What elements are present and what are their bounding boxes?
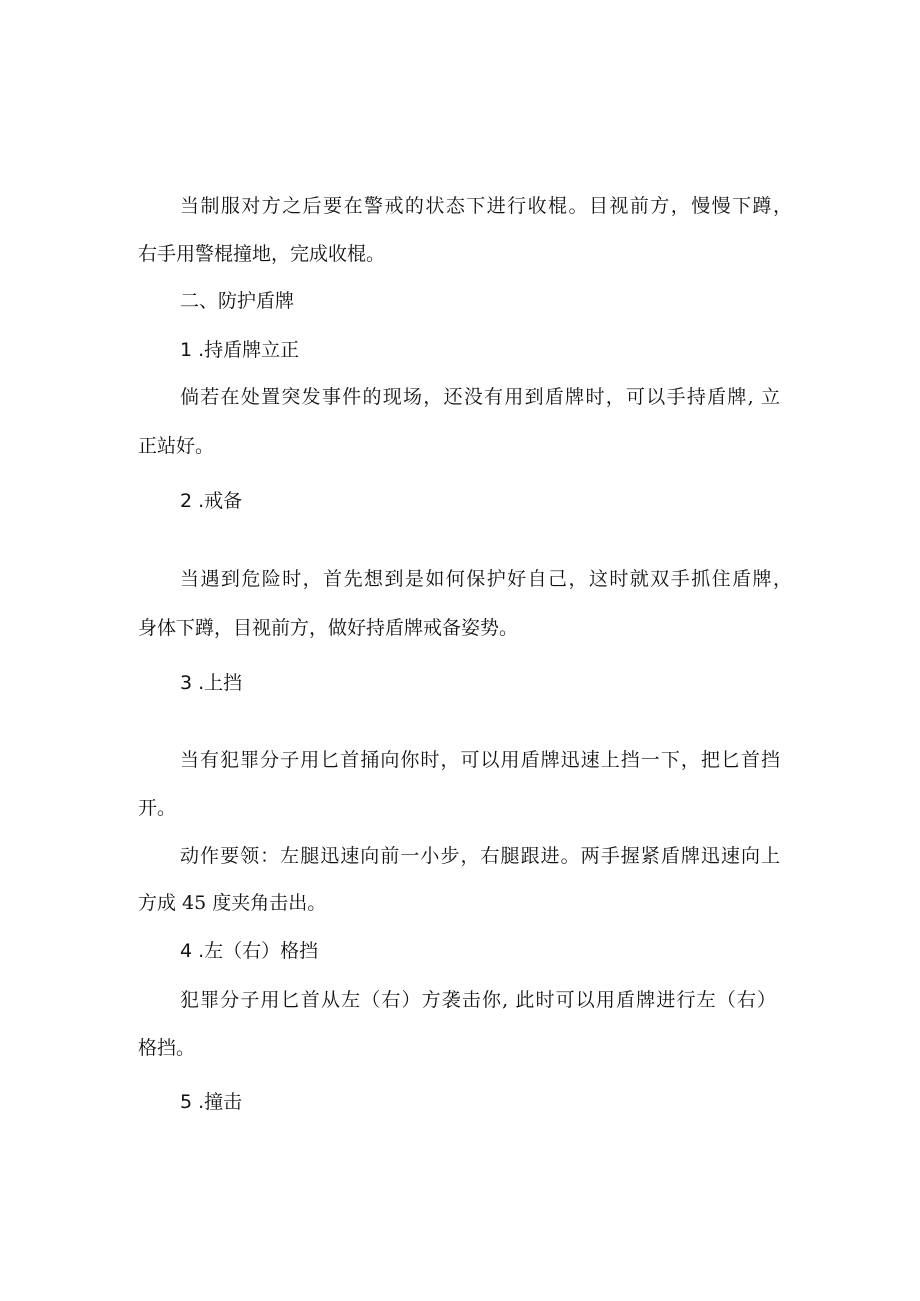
paragraph-line: 身体下蹲，目视前方，做好持盾牌戒备姿势。 [138,617,519,639]
paragraph-line: 开。 [138,797,177,819]
subsection-heading: 3 .上挡 [180,672,243,694]
paragraph-line: 当遇到危险时，首先想到是如何保护好自己，这时就双手抓住盾牌， [180,568,792,590]
paragraph-line: 右手用警棍撞地，完成收棍。 [138,243,386,265]
subsection-heading: 4 .左（右）格挡 [180,940,319,962]
paragraph-line: 动作要领：左腿迅速向前一小步，右腿跟进。两手握紧盾牌迅速向上 [180,845,780,867]
paragraph-line: 当有犯罪分子用匕首捅向你时，可以用盾牌迅速上挡一下，把匕首挡 [180,749,780,771]
subsection-heading: 1 .持盾牌立正 [180,339,300,361]
subsection-heading: 5 .撞击 [180,1091,243,1113]
paragraph-line: 格挡。 [138,1037,196,1059]
subsection-heading: 2 .戒备 [180,490,243,512]
paragraph-line: 倘若在处置突发事件的现场，还没有用到盾牌时，可以手持盾牌, 立 [180,386,780,408]
paragraph-line: 正站好。 [138,435,215,457]
paragraph-line: 当制服对方之后要在警戒的状态下进行收棍。目视前方，慢慢下蹲， [180,195,792,217]
section-heading: 二、防护盾牌 [180,290,295,312]
paragraph-line: 方成 45 度夹角击出。 [138,892,327,914]
paragraph-line: 犯罪分子用匕首从左（右）方袭击你, 此时可以用盾牌进行左（右） [180,989,776,1011]
